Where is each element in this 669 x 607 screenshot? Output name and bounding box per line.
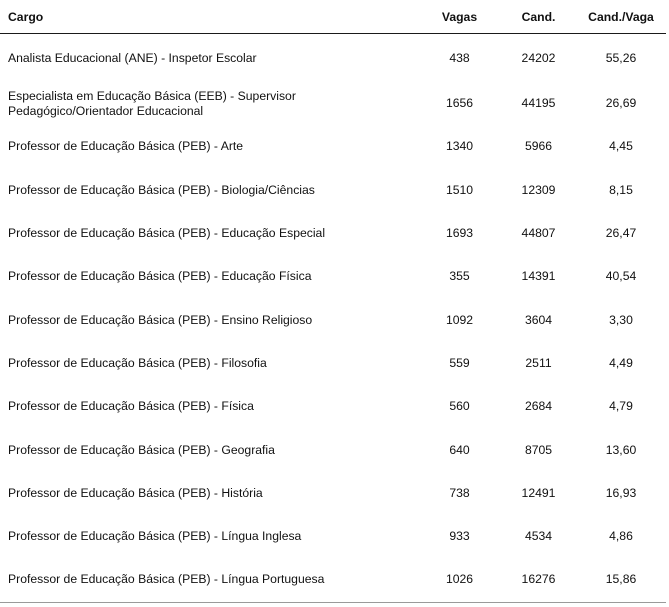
cell-cand-per-vaga: 15,86: [605, 572, 637, 587]
table-body: [0, 34, 666, 602]
cell-cand-per-vaga: 4,45: [609, 139, 633, 154]
cell-cargo: Especialista em Educação Básica (EEB) - Supervisor Pedagógico/Orientador Educacional: [8, 88, 296, 118]
cell-vagas: 1092: [445, 312, 474, 327]
cell-cand-per-vaga: 4,49: [609, 355, 633, 370]
table-row: [0, 82, 666, 125]
cell-cargo: Professor de Educação Básica (PEB) - Língua Inglesa: [8, 529, 302, 544]
cell-cand: 5966: [524, 139, 553, 154]
cell-cargo: Professor de Educação Básica (PEB) - Educação Especial: [8, 226, 326, 241]
cell-cand: 12491: [521, 485, 556, 500]
cell-cand: 8705: [524, 442, 553, 457]
cell-cand-per-vaga: 16,93: [605, 485, 637, 500]
table-row: [0, 298, 666, 341]
cell-cand: 44807: [521, 226, 556, 241]
cell-cand: 3604: [524, 312, 553, 327]
table-row: [0, 125, 666, 168]
cell-cand: 24202: [521, 50, 556, 65]
table-row: [0, 169, 666, 212]
cell-cand: 44195: [521, 96, 556, 111]
cell-cand-per-vaga: 4,79: [609, 399, 633, 414]
cell-cand: 2511: [525, 355, 552, 370]
cell-vagas: 438: [449, 50, 470, 65]
cell-cand-per-vaga: 4,86: [609, 529, 633, 544]
table-row: [0, 255, 666, 298]
cell-cargo: Professor de Educação Básica (PEB) - Ensino Religioso: [8, 312, 313, 327]
cell-cargo: Professor de Educação Básica (PEB) - História: [8, 485, 263, 500]
cell-cand: 16276: [521, 572, 556, 587]
table-row: [0, 385, 666, 428]
cell-vagas: 1693: [445, 226, 474, 241]
cell-cand: 2684: [524, 399, 553, 414]
cell-vagas: 1510: [445, 182, 474, 197]
cell-vagas: 1656: [445, 96, 474, 111]
bottom-divider: [0, 602, 666, 603]
table-row: [0, 515, 666, 558]
cell-vagas: 933: [449, 529, 470, 544]
cell-vagas: 559: [449, 355, 470, 370]
header-row: [0, 0, 666, 34]
cell-cand-per-vaga: 26,69: [605, 96, 637, 111]
cell-cand-per-vaga: 26,47: [605, 226, 637, 241]
table-row: [0, 472, 666, 515]
cell-cargo: Professor de Educação Básica (PEB) - Física: [8, 399, 254, 414]
cell-cargo: Professor de Educação Básica (PEB) - Arte: [8, 139, 244, 154]
cell-cargo: Professor de Educação Básica (PEB) - Biologia/Ciências: [8, 182, 315, 197]
cell-cargo: Professor de Educação Básica (PEB) - Educação Física: [8, 269, 312, 284]
header-cargo: Cargo: [0, 0, 418, 34]
cell-cargo: Professor de Educação Básica (PEB) - Língua Portuguesa: [8, 572, 325, 587]
table-row: [0, 212, 666, 255]
cell-cand-per-vaga: 55,26: [605, 50, 637, 65]
table-header: [0, 0, 666, 34]
cell-cand-per-vaga: 8,15: [609, 182, 633, 197]
cell-vagas: 355: [449, 269, 470, 284]
cell-cand-per-vaga: 13,60: [605, 442, 637, 457]
header-cand: Cand.: [501, 0, 576, 34]
cell-cand: 4534: [524, 529, 553, 544]
cell-vagas: 640: [449, 442, 470, 457]
cell-cargo: Professor de Educação Básica (PEB) - Geografia: [8, 442, 275, 457]
cell-vagas: 738: [449, 485, 470, 500]
cell-vagas: 560: [449, 399, 470, 414]
cell-vagas: 1026: [445, 572, 474, 587]
table-row: [0, 558, 666, 601]
table-row: [0, 428, 666, 471]
header-cand-per-vaga: Cand./Vaga: [576, 0, 666, 34]
cell-cand-per-vaga: 40,54: [605, 269, 637, 284]
header-vagas: Vagas: [418, 0, 501, 34]
cell-cargo: Professor de Educação Básica (PEB) - Filosofia: [8, 355, 267, 370]
table-row: [0, 34, 666, 83]
cell-cand: 12309: [521, 182, 556, 197]
cell-vagas: 1340: [445, 139, 474, 154]
cell-cargo: Analista Educacional (ANE) - Inspetor Escolar: [8, 50, 257, 65]
cell-cand-per-vaga: 3,30: [609, 312, 633, 327]
cell-cand: 14391: [521, 269, 556, 284]
table-row: [0, 342, 666, 385]
